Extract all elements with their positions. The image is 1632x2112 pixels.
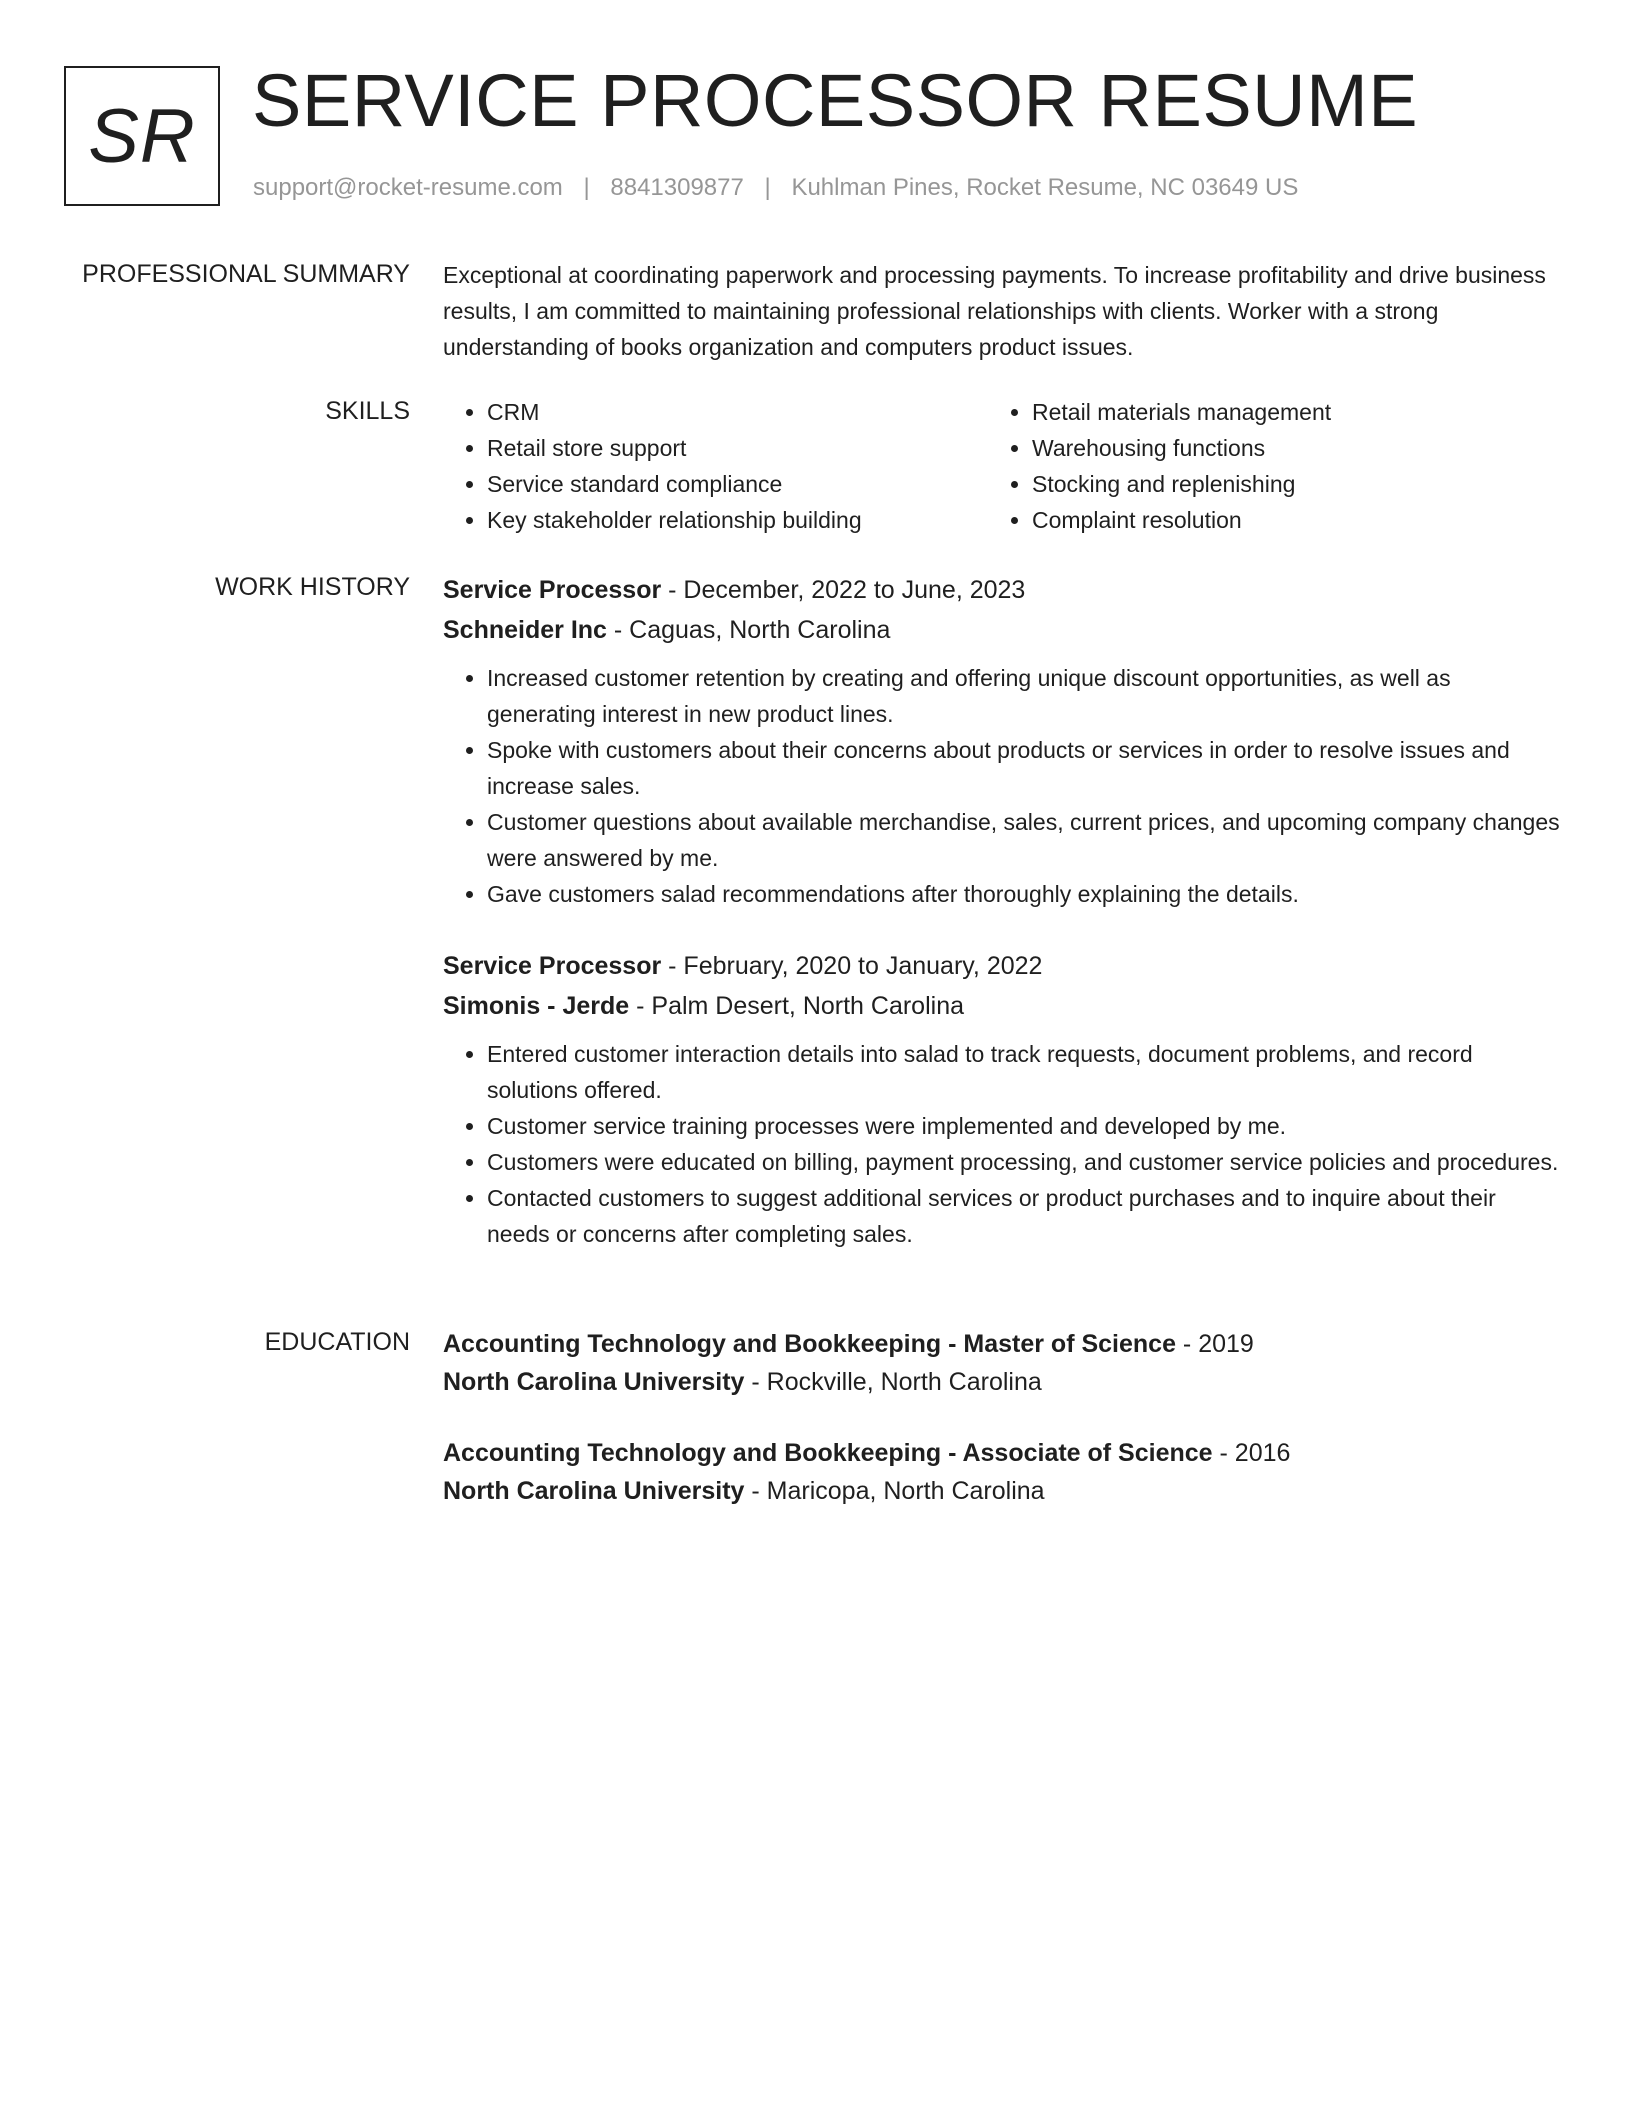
skills-column-2 xyxy=(988,394,1533,538)
school-line xyxy=(443,1363,1563,1401)
job-location: - Palm Desert, North Carolina xyxy=(629,992,964,1020)
job-bullet: • Gave customers salad recommendations after thoroughly explaining the details. xyxy=(487,876,1563,912)
job-company-line xyxy=(443,610,1563,650)
job-bullet: • Customer service training processes were implemented and developed by me. xyxy=(487,1108,1563,1144)
job-bullets xyxy=(443,660,1563,912)
education-entry xyxy=(443,1325,1563,1401)
degree-year: - 2019 xyxy=(1175,1330,1254,1358)
monogram-box xyxy=(64,66,220,206)
degree-year: - 2016 xyxy=(1212,1439,1291,1467)
job-title: Service Processor xyxy=(443,952,662,980)
job-dates: - December, 2022 to June, 2023 xyxy=(661,576,1026,604)
school-location: - Rockville, North Carolina xyxy=(744,1368,1042,1396)
contact-email: support@rocket-resume.com xyxy=(253,174,563,201)
contact-separator: | xyxy=(764,174,771,201)
summary-heading: PROFESSIONAL SUMMARY xyxy=(82,260,410,288)
work-history-body xyxy=(443,570,1563,1286)
skill-item: • Retail materials management xyxy=(1032,394,1533,430)
contact-separator: | xyxy=(583,174,590,201)
skill-item: • Key stakeholder relationship building xyxy=(487,502,988,538)
degree-line xyxy=(443,1434,1563,1472)
work-history-heading: WORK HISTORY xyxy=(215,573,410,601)
job-bullet: • Contacted customers to suggest additional services or product purchases and to inquire about their needs or concerns after completing sales. xyxy=(487,1180,1563,1252)
skill-item: • Retail store support xyxy=(487,430,988,466)
job-company-line xyxy=(443,986,1563,1026)
job-bullet: • Customers were educated on billing, payment processing, and customer service policies and procedures. xyxy=(487,1144,1563,1180)
job-bullet: • Customer questions about available merchandise, sales, current prices, and upcoming company changes were answered by me. xyxy=(487,804,1563,876)
job-bullets xyxy=(443,1036,1563,1252)
degree-name: Accounting Technology and Bookkeeping - Associate of Science xyxy=(443,1439,1213,1467)
school-location: - Maricopa, North Carolina xyxy=(744,1477,1045,1505)
contact-phone: 8841309877 xyxy=(610,174,744,201)
degree-line xyxy=(443,1325,1563,1363)
job-entry xyxy=(443,946,1563,1252)
skill-item: • CRM xyxy=(487,394,988,430)
contact-line xyxy=(253,172,1298,204)
contact-address: Kuhlman Pines, Rocket Resume, NC 03649 US xyxy=(791,174,1299,201)
school-line xyxy=(443,1472,1563,1510)
job-entry xyxy=(443,570,1563,912)
monogram-initials: SR xyxy=(88,93,196,179)
degree-name: Accounting Technology and Bookkeeping - Master of Science xyxy=(443,1330,1176,1358)
school-name: North Carolina University xyxy=(443,1477,745,1505)
job-company: Schneider Inc xyxy=(443,616,607,644)
job-location: - Caguas, North Carolina xyxy=(606,616,891,644)
summary-text: Exceptional at coordinating paperwork and processing payments. To increase profitability and drive business results, I am committed to maintaining professional relationships with clients. Worker with a strong understanding of books organization and computers product issues. xyxy=(443,262,1546,360)
school-name: North Carolina University xyxy=(443,1368,745,1396)
skills-grid xyxy=(443,394,1563,538)
education-body xyxy=(443,1325,1563,1543)
job-bullet: • Entered customer interaction details into salad to track requests, document problems, and record solutions offered. xyxy=(487,1036,1563,1108)
job-bullet: • Spoke with customers about their concerns about products or services in order to resolve issues and increase sales. xyxy=(487,732,1563,804)
summary-body xyxy=(443,257,1563,365)
skills-column-1 xyxy=(443,394,988,538)
resume-title: SERVICE PROCESSOR RESUME xyxy=(252,59,1419,142)
education-entry xyxy=(443,1434,1563,1510)
job-company: Simonis - Jerde xyxy=(443,992,630,1020)
skills-body xyxy=(443,394,1563,538)
skill-item: • Complaint resolution xyxy=(1032,502,1533,538)
education-heading: EDUCATION xyxy=(264,1328,410,1356)
skill-item: • Service standard compliance xyxy=(487,466,988,502)
skills-heading: SKILLS xyxy=(325,397,410,425)
job-title-line xyxy=(443,570,1563,610)
skill-item: • Warehousing functions xyxy=(1032,430,1533,466)
job-dates: - February, 2020 to January, 2022 xyxy=(661,952,1043,980)
job-title-line xyxy=(443,946,1563,986)
skill-item: • Stocking and replenishing xyxy=(1032,466,1533,502)
job-bullet: • Increased customer retention by creating and offering unique discount opportunities, as well as generating interest in new product lines. xyxy=(487,660,1563,732)
job-title: Service Processor xyxy=(443,576,662,604)
